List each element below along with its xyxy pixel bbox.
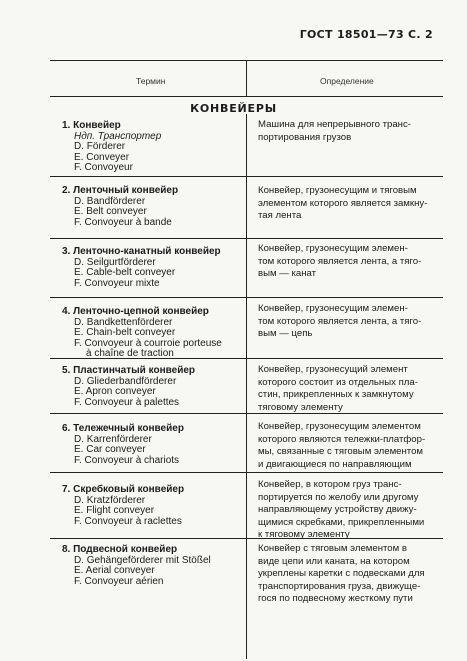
definition-entry-6: [258, 421, 436, 471]
definition-line: гося по подвесному жесткому пути: [258, 593, 413, 605]
definition-entry-1: [258, 119, 436, 144]
column-header-term: Термин: [136, 76, 166, 86]
term-french: F. Convoyeur à courroie porteuse: [74, 337, 222, 349]
term-german: D. Gliederbandförderer: [74, 375, 177, 387]
column-divider-body: [246, 114, 247, 659]
term-entry-2: [62, 186, 242, 228]
definition-line: портируется по желобу или другому: [258, 491, 419, 503]
definition-line: стин, прикрепленных к замкнутому: [258, 389, 414, 401]
definition-line: портирования грузов: [258, 131, 352, 143]
term-english: E. Conveyer: [74, 151, 130, 163]
term-french: F. Convoyeur aérien: [74, 575, 164, 587]
definition-line: которого являются тележки-платфор-: [258, 433, 426, 445]
term-german: D. Bandförderer: [74, 195, 146, 207]
definition-line: Конвейер, грузонесущим элементом: [258, 421, 421, 432]
term-entry-3: [62, 247, 242, 289]
term-french-continued: à chaîne de traction: [86, 348, 174, 360]
row-separator: [50, 472, 443, 473]
definition-entry-4: [258, 303, 436, 341]
term-title: 8. Подвесной конвейер: [62, 544, 178, 555]
term-title: 7. Скребковый конвейер: [62, 484, 185, 495]
definition-entry-3: [258, 243, 436, 281]
term-title: 5. Пластинчатый конвейер: [62, 365, 196, 376]
column-header-rule: [50, 96, 443, 97]
term-title: 6. Тележечный конвейер: [62, 423, 184, 434]
definition-line: элементом которого является замкну-: [258, 197, 428, 209]
term-entry-7: [62, 485, 242, 527]
term-entry-1: [62, 121, 242, 174]
term-entry-6: [62, 424, 242, 466]
definition-line: Конвейер с тяговым элементом в: [258, 543, 407, 554]
definition-line: том которого является лента, а тяго-: [258, 315, 422, 327]
definition-line: том которого является лента, а тяго-: [258, 255, 422, 267]
term-english: E. Belt conveyer: [74, 206, 147, 218]
term-english: E. Flight conveyer: [74, 505, 155, 517]
column-header-definition: Определение: [320, 76, 374, 86]
definition-line: щимися скребками, прикрепленными: [258, 516, 425, 528]
term-entry-8: [62, 545, 242, 587]
definition-line: виде цепи или каната, на котором: [258, 555, 410, 567]
term-english: E. Cable-belt conveyer: [74, 267, 176, 279]
definition-line: укреплены каретки с подвесками для: [258, 568, 425, 580]
definition-line: транспортирования груза, движуще-: [258, 580, 421, 592]
definition-line: Конвейер, в котором груз транс-: [258, 479, 402, 490]
definition-line: направляющему устройству движу-: [258, 504, 417, 516]
term-french: F. Convoyeur à bande: [74, 216, 172, 228]
definition-entry-8: [258, 543, 436, 606]
page-header-code: ГОСТ 18501—73 С. 2: [299, 28, 433, 41]
term-german: D. Gehängeförderer mit Stößel: [74, 554, 211, 566]
definition-entry-2: [258, 185, 436, 223]
definition-entry-5: [258, 364, 436, 414]
term-german: D. Seilgurtförderer: [74, 256, 156, 268]
term-entry-4: [62, 307, 242, 360]
definition-entry-7: [258, 479, 436, 542]
term-french: F. Convoyeur à raclettes: [74, 515, 182, 527]
definition-line: вым — канат: [258, 268, 317, 280]
row-separator: [50, 238, 443, 239]
column-divider-header: [246, 60, 247, 96]
term-german: D. Karrenförderer: [74, 433, 152, 445]
term-deprecated: Ндп. Транспортер: [74, 130, 162, 142]
term-english: E. Apron conveyer: [74, 386, 156, 398]
term-german: D. Bandkettenförderer: [74, 316, 173, 328]
term-french: F. Convoyeur à palettes: [74, 396, 180, 408]
definition-line: которого состоит из отдельных пла-: [258, 376, 418, 388]
definition-line: Конвейер, грузонесущим и тяговым: [258, 185, 417, 196]
term-german: D. Kratzförderer: [74, 494, 146, 506]
term-english: E. Car conveyer: [74, 444, 146, 456]
term-english: E. Chain-belt conveyer: [74, 327, 176, 339]
term-german: D. Förderer: [74, 141, 126, 153]
term-french: F. Convoyeur à chariots: [74, 454, 180, 466]
row-separator: [50, 297, 443, 298]
term-english: E. Aerial conveyer: [74, 565, 155, 577]
definition-line: и двигающиеся по направляющим: [258, 458, 412, 470]
definition-line: Конвейер, грузонесущим элемен-: [258, 303, 408, 314]
definition-line: Машина для непрерывного транс-: [258, 119, 411, 130]
term-entry-5: [62, 366, 242, 408]
term-title: 4. Ленточно-цепной конвейер: [62, 306, 209, 317]
term-french: F. Convoyeur: [74, 162, 133, 174]
row-separator: [50, 176, 443, 177]
definition-line: Конвейер, грузонесущий элемент: [258, 364, 408, 375]
definition-line: тяговому элементу: [258, 401, 343, 413]
term-french: F. Convoyeur mixte: [74, 277, 160, 289]
term-title: 2. Ленточный конвейер: [62, 185, 179, 196]
definition-line: к тяговому элементу: [258, 529, 350, 541]
definition-line: тая лента: [258, 210, 302, 222]
term-title: 3. Ленточно-канатный конвейер: [62, 246, 221, 257]
definition-line: вым — цепь: [258, 328, 313, 340]
definition-line: Конвейер, грузонесущим элемен-: [258, 243, 408, 254]
term-title: 1. Конвейер: [62, 120, 121, 131]
section-title: КОНВЕЙЕРЫ: [190, 102, 277, 115]
definition-line: мы, связанные с тяговым элементом: [258, 446, 424, 458]
